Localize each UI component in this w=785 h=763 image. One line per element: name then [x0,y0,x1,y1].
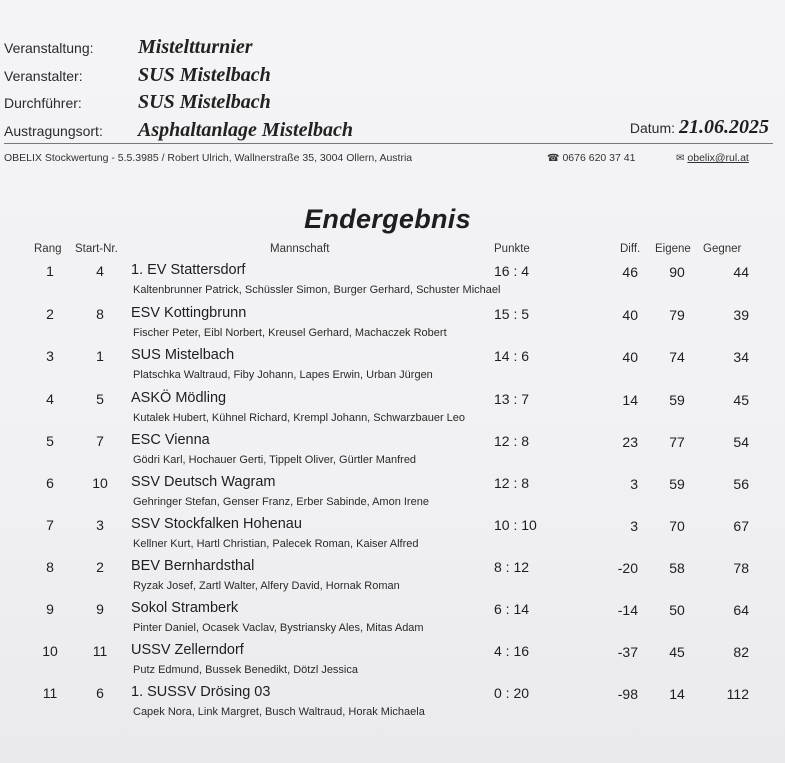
rang-cell: 1 [46,263,54,279]
header-row-austragungsort [4,119,353,143]
result-row [0,304,785,346]
start-cell: 1 [96,348,104,364]
veranstaltung-label: Veranstaltung: [4,40,94,56]
team-name: SUS Mistelbach [131,347,235,363]
gegner-cell: 45 [733,392,749,408]
header-divider [4,143,773,144]
result-row [0,515,785,557]
gegner-cell: 112 [726,686,749,702]
start-cell: 2 [96,559,104,575]
rang-cell: 6 [46,475,54,491]
email-link[interactable]: obelix@rul.at [687,152,749,164]
gegner-cell: 39 [733,307,749,323]
team-name: ESC Vienna [131,432,210,448]
diff-cell: 40 [622,349,638,365]
team-members: Fischer Peter, Eibl Norbert, Kreusel Gerhard, Machaczek Robert [133,327,447,339]
organizer-info: OBELIX Stockwertung - 5.5.3985 / Robert Ulrich, Wallnerstraße 35, 3004 Ollern, Austria [4,152,413,164]
diff-cell: 46 [622,264,638,280]
phone-info [547,152,635,164]
team-name: 1. EV Stattersdorf [131,262,246,278]
start-cell: 6 [96,685,104,701]
phone-icon: ☎ [547,153,560,164]
col-header-punkte: Punkte [494,243,530,255]
diff-cell: 23 [622,434,638,450]
gegner-cell: 82 [733,644,749,660]
team-members: Capek Nora, Link Margret, Busch Waltraud, Horak Michaela [133,706,425,718]
gegner-cell: 34 [733,349,749,365]
veranstalter-value: SUS Mistelbach [138,64,271,86]
durchfuehrer-value: SUS Mistelbach [138,91,271,113]
austragungsort-label: Austragungsort: [4,123,103,139]
col-header-start: Start-Nr. [75,243,118,255]
team-members: Platschka Waltraud, Fiby Johann, Lapes Erwin, Urban Jürgen [133,369,433,381]
eigene-cell: 90 [669,264,685,280]
diff-cell: -37 [617,644,638,660]
col-header-rang: Rang [34,243,62,255]
austragungsort-value: Asphaltanlage Mistelbach [138,119,354,141]
diff-cell: -98 [617,686,638,702]
punkte-cell: 14 : 6 [494,348,530,364]
start-cell: 7 [96,433,104,449]
team-members: Kutalek Hubert, Kühnel Richard, Krempl Johann, Schwarzbauer Leo [133,412,466,424]
veranstalter-label: Veranstalter: [4,68,83,84]
diff-cell: 14 [622,392,638,408]
rang-cell: 4 [46,391,54,407]
durchfuehrer-label: Durchführer: [4,95,82,111]
rang-cell: 2 [46,306,54,322]
phone-number: 0676 620 37 41 [562,152,636,164]
email-info [676,152,749,164]
team-name: 1. SUSSV Drösing 03 [131,684,271,700]
punkte-cell: 12 : 8 [494,475,530,491]
rang-cell: 5 [46,433,54,449]
result-row [0,261,785,303]
diff-cell: 3 [630,476,638,492]
col-header-gegner: Gegner [703,243,742,255]
result-row [0,599,785,641]
start-cell: 3 [96,517,104,533]
team-name: USSV Zellerndorf [131,642,244,658]
team-members: Kellner Kurt, Hartl Christian, Palecek Roman, Kaiser Alfred [133,538,419,550]
gegner-cell: 67 [733,518,749,534]
start-cell: 11 [92,643,108,659]
punkte-cell: 10 : 10 [494,517,537,533]
punkte-cell: 12 : 8 [494,433,530,449]
col-header-diff: Diff. [620,243,641,255]
rang-cell: 8 [46,559,54,575]
envelope-icon: ✉ [676,153,685,164]
result-row [0,473,785,515]
eigene-cell: 45 [669,644,685,660]
eigene-cell: 59 [669,392,685,408]
result-row [0,683,785,725]
punkte-cell: 0 : 20 [494,685,530,701]
eigene-cell: 58 [669,560,685,576]
diff-cell: 40 [622,307,638,323]
eigene-cell: 74 [669,349,685,365]
rang-cell: 10 [42,643,58,659]
diff-cell: -14 [617,602,638,618]
punkte-cell: 15 : 5 [494,306,530,322]
team-name: Sokol Stramberk [131,600,239,616]
datum-value: 21.06.2025 [679,116,769,138]
result-row [0,389,785,431]
result-row [0,431,785,473]
team-name: SSV Deutsch Wagram [131,474,276,490]
eigene-cell: 77 [669,434,685,450]
punkte-cell: 4 : 16 [494,643,530,659]
start-cell: 5 [96,391,104,407]
diff-cell: -20 [617,560,638,576]
eigene-cell: 79 [669,307,685,323]
gegner-cell: 78 [733,560,749,576]
team-name: BEV Bernhardsthal [131,558,255,574]
team-name: ASKÖ Mödling [131,390,227,406]
team-members: Gehringer Stefan, Genser Franz, Erber Sabinde, Amon Irene [133,496,429,508]
rang-cell: 3 [46,348,54,364]
team-members: Putz Edmund, Bussek Benedikt, Dötzl Jessica [133,664,358,676]
start-cell: 10 [92,475,108,491]
rang-cell: 9 [46,601,54,617]
page-title: Endergebnis [304,204,471,234]
eigene-cell: 14 [669,686,685,702]
start-cell: 4 [96,263,104,279]
team-name: ESV Kottingbrunn [131,305,247,321]
veranstaltung-value: Misteltturnier [138,36,253,58]
gegner-cell: 54 [733,434,749,450]
col-header-team: Mannschaft [270,243,330,255]
team-members: Ryzak Josef, Zartl Walter, Alfery David, Hornak Roman [133,580,400,592]
datum-label: Datum: [629,120,675,136]
gegner-cell: 56 [733,476,749,492]
result-row [0,557,785,599]
result-row [0,641,785,683]
diff-cell: 3 [630,518,638,534]
header-row-veranstalter [4,64,271,88]
eigene-cell: 70 [669,518,685,534]
header-row-durchfuehrer [4,91,271,115]
rang-cell: 11 [42,685,58,701]
header-row-veranstaltung [4,36,252,60]
result-row [0,346,785,388]
team-members: Kaltenbrunner Patrick, Schüssler Simon, Burger Gerhard, Schuster Michael [133,284,501,296]
punkte-cell: 8 : 12 [494,559,530,575]
start-cell: 9 [96,601,104,617]
eigene-cell: 59 [669,476,685,492]
eigene-cell: 50 [669,602,685,618]
punkte-cell: 16 : 4 [494,263,530,279]
punkte-cell: 6 : 14 [494,601,530,617]
team-members: Gödri Karl, Hochauer Gerti, Tippelt Oliver, Gürtler Manfred [133,454,417,466]
punkte-cell: 13 : 7 [494,391,530,407]
start-cell: 8 [96,306,104,322]
rang-cell: 7 [46,517,54,533]
gegner-cell: 44 [733,264,749,280]
team-members: Pinter Daniel, Ocasek Vaclav, Bystriansky Ales, Mitas Adam [133,622,424,634]
datum [630,116,769,139]
gegner-cell: 64 [733,602,749,618]
col-header-eigene: Eigene [655,243,691,255]
team-name: SSV Stockfalken Hohenau [131,516,302,532]
